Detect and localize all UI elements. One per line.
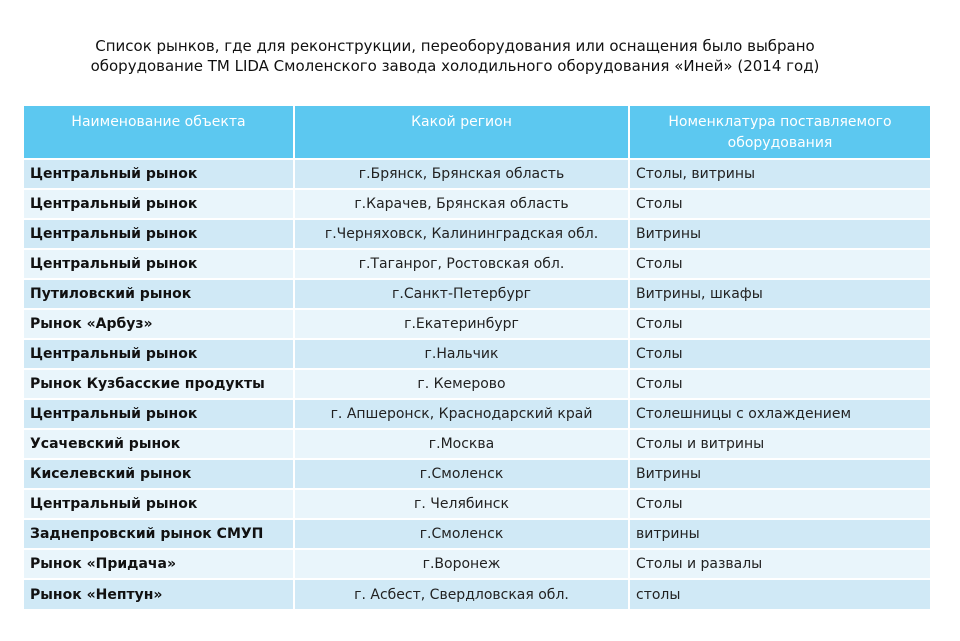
- cell-object-name: Заднепровский рынок СМУП: [24, 519, 294, 549]
- cell-equipment: Столы: [629, 489, 930, 519]
- cell-equipment: Витрины: [629, 219, 930, 249]
- cell-equipment: Столы и развалы: [629, 549, 930, 579]
- cell-region: г. Кемерово: [294, 369, 629, 399]
- table-row: [24, 549, 930, 579]
- cell-equipment: Столешницы с охлаждением: [629, 399, 930, 429]
- cell-object-name: Центральный рынок: [24, 219, 294, 249]
- table-row: [24, 489, 930, 519]
- cell-region: г.Смоленск: [294, 519, 629, 549]
- cell-object-name: Рынок Кузбасские продукты: [24, 369, 294, 399]
- cell-region: г. Апшеронск, Краснодарский край: [294, 399, 629, 429]
- cell-region: г. Асбест, Свердловская обл.: [294, 579, 629, 609]
- cell-equipment: Столы: [629, 369, 930, 399]
- cell-region: г.Санкт-Петербург: [294, 279, 629, 309]
- table-row: [24, 459, 930, 489]
- cell-equipment: Столы, витрины: [629, 159, 930, 189]
- cell-region: г.Брянск, Брянская область: [294, 159, 629, 189]
- cell-object-name: Центральный рынок: [24, 159, 294, 189]
- cell-region: г.Воронеж: [294, 549, 629, 579]
- cell-region: г.Нальчик: [294, 339, 629, 369]
- cell-object-name: Рынок «Придача»: [24, 549, 294, 579]
- table-row: [24, 189, 930, 219]
- cell-region: г.Таганрог, Ростовская обл.: [294, 249, 629, 279]
- cell-object-name: Усачевский рынок: [24, 429, 294, 459]
- cell-equipment: Витрины, шкафы: [629, 279, 930, 309]
- cell-region: г.Смоленск: [294, 459, 629, 489]
- cell-object-name: Центральный рынок: [24, 189, 294, 219]
- cell-object-name: Рынок «Нептун»: [24, 579, 294, 609]
- table-row: [24, 399, 930, 429]
- cell-object-name: Рынок «Арбуз»: [24, 309, 294, 339]
- cell-equipment: Столы: [629, 339, 930, 369]
- table-row: [24, 159, 930, 189]
- table-row: [24, 339, 930, 369]
- cell-equipment: Столы и витрины: [629, 429, 930, 459]
- table-row: [24, 279, 930, 309]
- cell-equipment: Витрины: [629, 459, 930, 489]
- cell-region: г.Карачев, Брянская область: [294, 189, 629, 219]
- cell-region: г.Москва: [294, 429, 629, 459]
- markets-table: [24, 106, 930, 609]
- cell-equipment: столы: [629, 579, 930, 609]
- cell-equipment: Столы: [629, 309, 930, 339]
- table-row: [24, 219, 930, 249]
- cell-equipment: Столы: [629, 189, 930, 219]
- table-row: [24, 579, 930, 609]
- table-row: [24, 369, 930, 399]
- table-row: [24, 309, 930, 339]
- cell-region: г.Черняховск, Калининградская обл.: [294, 219, 629, 249]
- table-row: [24, 429, 930, 459]
- cell-equipment: Столы: [629, 249, 930, 279]
- cell-object-name: Центральный рынок: [24, 249, 294, 279]
- cell-object-name: Киселевский рынок: [24, 459, 294, 489]
- cell-object-name: Путиловский рынок: [24, 279, 294, 309]
- column-header-equipment: Номенклатура поставляемого оборудования: [629, 106, 930, 159]
- cell-equipment: витрины: [629, 519, 930, 549]
- column-header-object-name: Наименование объекта: [24, 106, 294, 159]
- cell-object-name: Центральный рынок: [24, 399, 294, 429]
- table-row: [24, 519, 930, 549]
- cell-region: г.Екатеринбург: [294, 309, 629, 339]
- cell-region: г. Челябинск: [294, 489, 629, 519]
- cell-object-name: Центральный рынок: [24, 489, 294, 519]
- table-header-row: [24, 106, 930, 159]
- cell-object-name: Центральный рынок: [24, 339, 294, 369]
- column-header-region: Какой регион: [294, 106, 629, 159]
- page-title: Список рынков, где для реконструкции, переоборудования или оснащения было выбрано оборудование ТМ LIDA Смоленского завода холодильного оборудования «Иней» (2014 год): [90, 37, 820, 75]
- table-row: [24, 249, 930, 279]
